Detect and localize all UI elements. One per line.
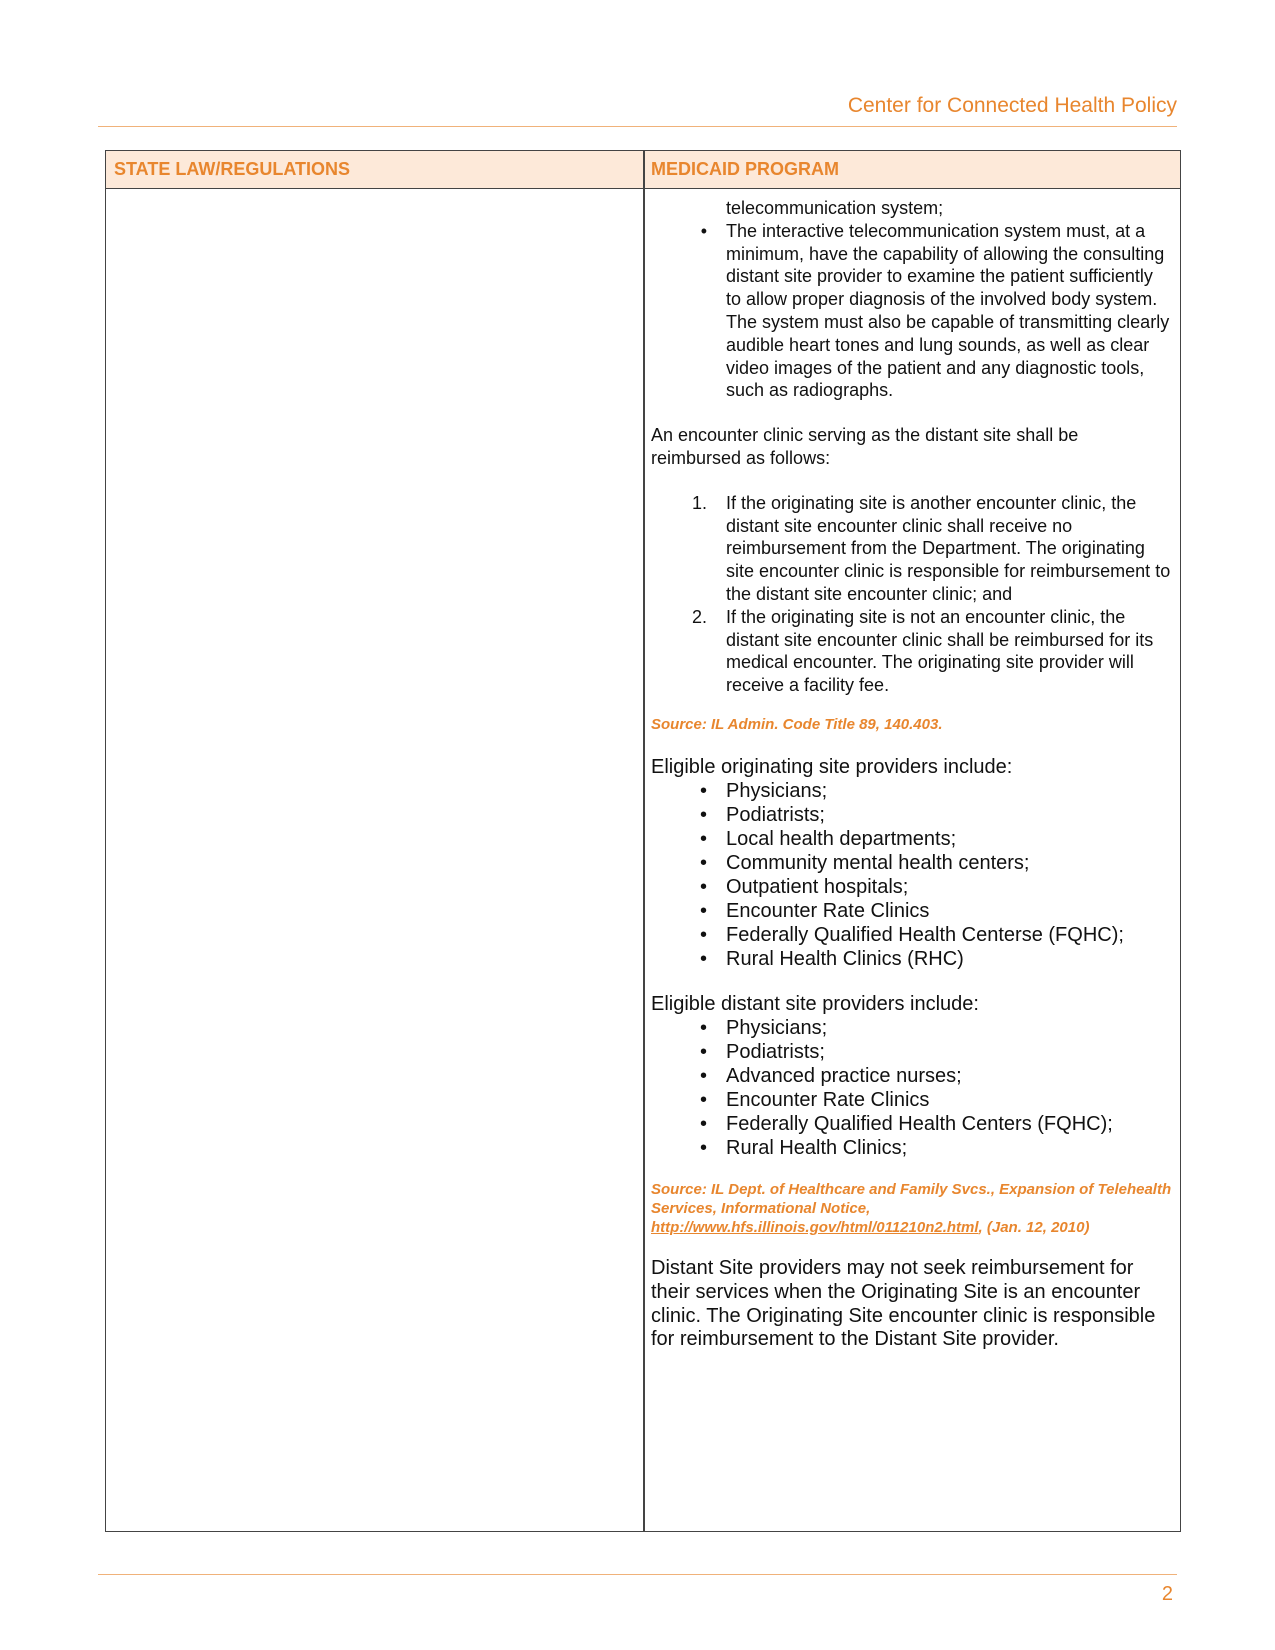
page-number: 2 — [1161, 1583, 1173, 1605]
list-item — [651, 606, 1172, 697]
bullet-marker: • — [699, 803, 707, 826]
column-divider — [643, 151, 645, 1531]
bullet-marker: • — [699, 947, 707, 970]
bullet-marker: • — [699, 899, 707, 922]
list-item — [651, 1088, 1172, 1112]
closing-paragraph: Distant Site providers may not seek reimbursement for their services when the Originating Site is an encounter clinic. The Originating Site encounter clinic is responsible for reimbursement to the Distant Site provider. — [651, 1256, 1156, 1351]
source-text: Source: IL Dept. of Healthcare and Family Svcs., Expansion of Telehealth Services, Informational Notice, — [651, 1180, 1172, 1217]
bullet-marker: • — [699, 923, 707, 946]
list-item-text: Encounter Rate Clinics — [726, 899, 930, 922]
list-item — [651, 492, 1172, 606]
list-item — [651, 899, 1172, 923]
bullet-marker: • — [699, 779, 707, 802]
list-item-text: If the originating site is another encounter clinic, the distant site encounter clinic shall receive no reimbursement from the Department. The originating site encounter clinic is responsible for reimbursement to the distant site encounter clinic; and — [726, 492, 1171, 604]
bullet-marker: • — [699, 851, 707, 874]
header-divider — [98, 126, 1177, 127]
source-citation: Source: IL Admin. Code Title 89, 140.403. — [651, 715, 943, 733]
policy-table — [105, 150, 1181, 1532]
source-date: , (Jan. 12, 2010) — [978, 1218, 1090, 1236]
list-item — [651, 875, 1172, 899]
list-item — [651, 220, 1172, 402]
list-item-text: Rural Health Clinics (RHC) — [726, 947, 964, 970]
originating-providers-list — [651, 779, 1172, 971]
header-title: Center for Connected Health Policy — [847, 94, 1177, 117]
encounter-reimbursement-list — [651, 492, 1172, 697]
list-item — [651, 1112, 1172, 1136]
list-item-text: Federally Qualified Health Centers (FQHC); — [726, 1112, 1113, 1135]
list-item-text: If the originating site is not an encounter clinic, the distant site encounter clinic shall be reimbursed for its medical encounter. The originating site provider will receive a facility fee. — [726, 606, 1154, 696]
list-item-text: Outpatient hospitals; — [726, 875, 909, 898]
number-marker: 2. — [691, 606, 707, 627]
list-item-text: Community mental health centers; — [726, 851, 1030, 874]
list-item-text: Encounter Rate Clinics — [726, 1088, 930, 1111]
list-item-text: Federally Qualified Health Centerse (FQHC); — [726, 923, 1124, 946]
list-item — [651, 1064, 1172, 1088]
bullet-marker: • — [699, 1088, 707, 1111]
distant-providers-intro: Eligible distant site providers include: — [651, 992, 979, 1015]
list-item-text: Local health departments; — [726, 827, 957, 850]
list-item — [651, 803, 1172, 827]
source-citation-hfs — [651, 1180, 1172, 1237]
distant-providers-list — [651, 1016, 1172, 1160]
list-item — [651, 851, 1172, 875]
list-item — [651, 1016, 1172, 1040]
list-item-text: Physicians; — [726, 779, 828, 802]
column-header-medicaid: MEDICAID PROGRAM — [651, 159, 839, 179]
list-item-text: The interactive telecommunication system must, at a minimum, have the capability of allowing the consulting distant site provider to examine the patient sufficiently to allow proper diagnosis of the involved body system. The system must also be capable of transmitting clearly audible heart tones and lung sounds, as well as clear video images of the patient and any diagnostic tools, such as radiographs. — [726, 220, 1170, 401]
list-item — [651, 779, 1172, 803]
list-item-text: Podiatrists; — [726, 803, 825, 826]
list-item — [651, 1040, 1172, 1064]
list-item-text: Podiatrists; — [726, 1040, 825, 1063]
bullet-marker: • — [700, 220, 707, 241]
footer-divider — [98, 1574, 1177, 1575]
originating-providers-intro: Eligible originating site providers include: — [651, 755, 1013, 778]
column-header-state-law: STATE LAW/REGULATIONS — [114, 159, 350, 179]
source-link[interactable]: http://www.hfs.illinois.gov/html/011210n2.html — [651, 1218, 979, 1236]
list-item-text: Physicians; — [726, 1016, 828, 1039]
bullet-marker: • — [699, 1136, 707, 1159]
bullet-marker: • — [699, 1112, 707, 1135]
bullet-marker: • — [699, 827, 707, 850]
list-item-text: Advanced practice nurses; — [726, 1064, 962, 1087]
list-item — [651, 1136, 1172, 1160]
list-item-text: Rural Health Clinics; — [726, 1136, 908, 1159]
continued-text: telecommunication system; — [726, 198, 944, 218]
bullet-marker: • — [699, 875, 707, 898]
list-item — [651, 923, 1172, 947]
number-marker: 1. — [691, 492, 707, 513]
list-item — [651, 827, 1172, 851]
bullet-marker: • — [699, 1040, 707, 1063]
bullet-marker: • — [699, 1016, 707, 1039]
bullet-marker: • — [699, 1064, 707, 1087]
encounter-intro: An encounter clinic serving as the distant site shall be reimbursed as follows: — [651, 425, 1079, 468]
medicaid-program-cell — [651, 197, 1172, 1352]
list-item — [651, 947, 1172, 971]
continued-bullet-list — [651, 220, 1172, 402]
